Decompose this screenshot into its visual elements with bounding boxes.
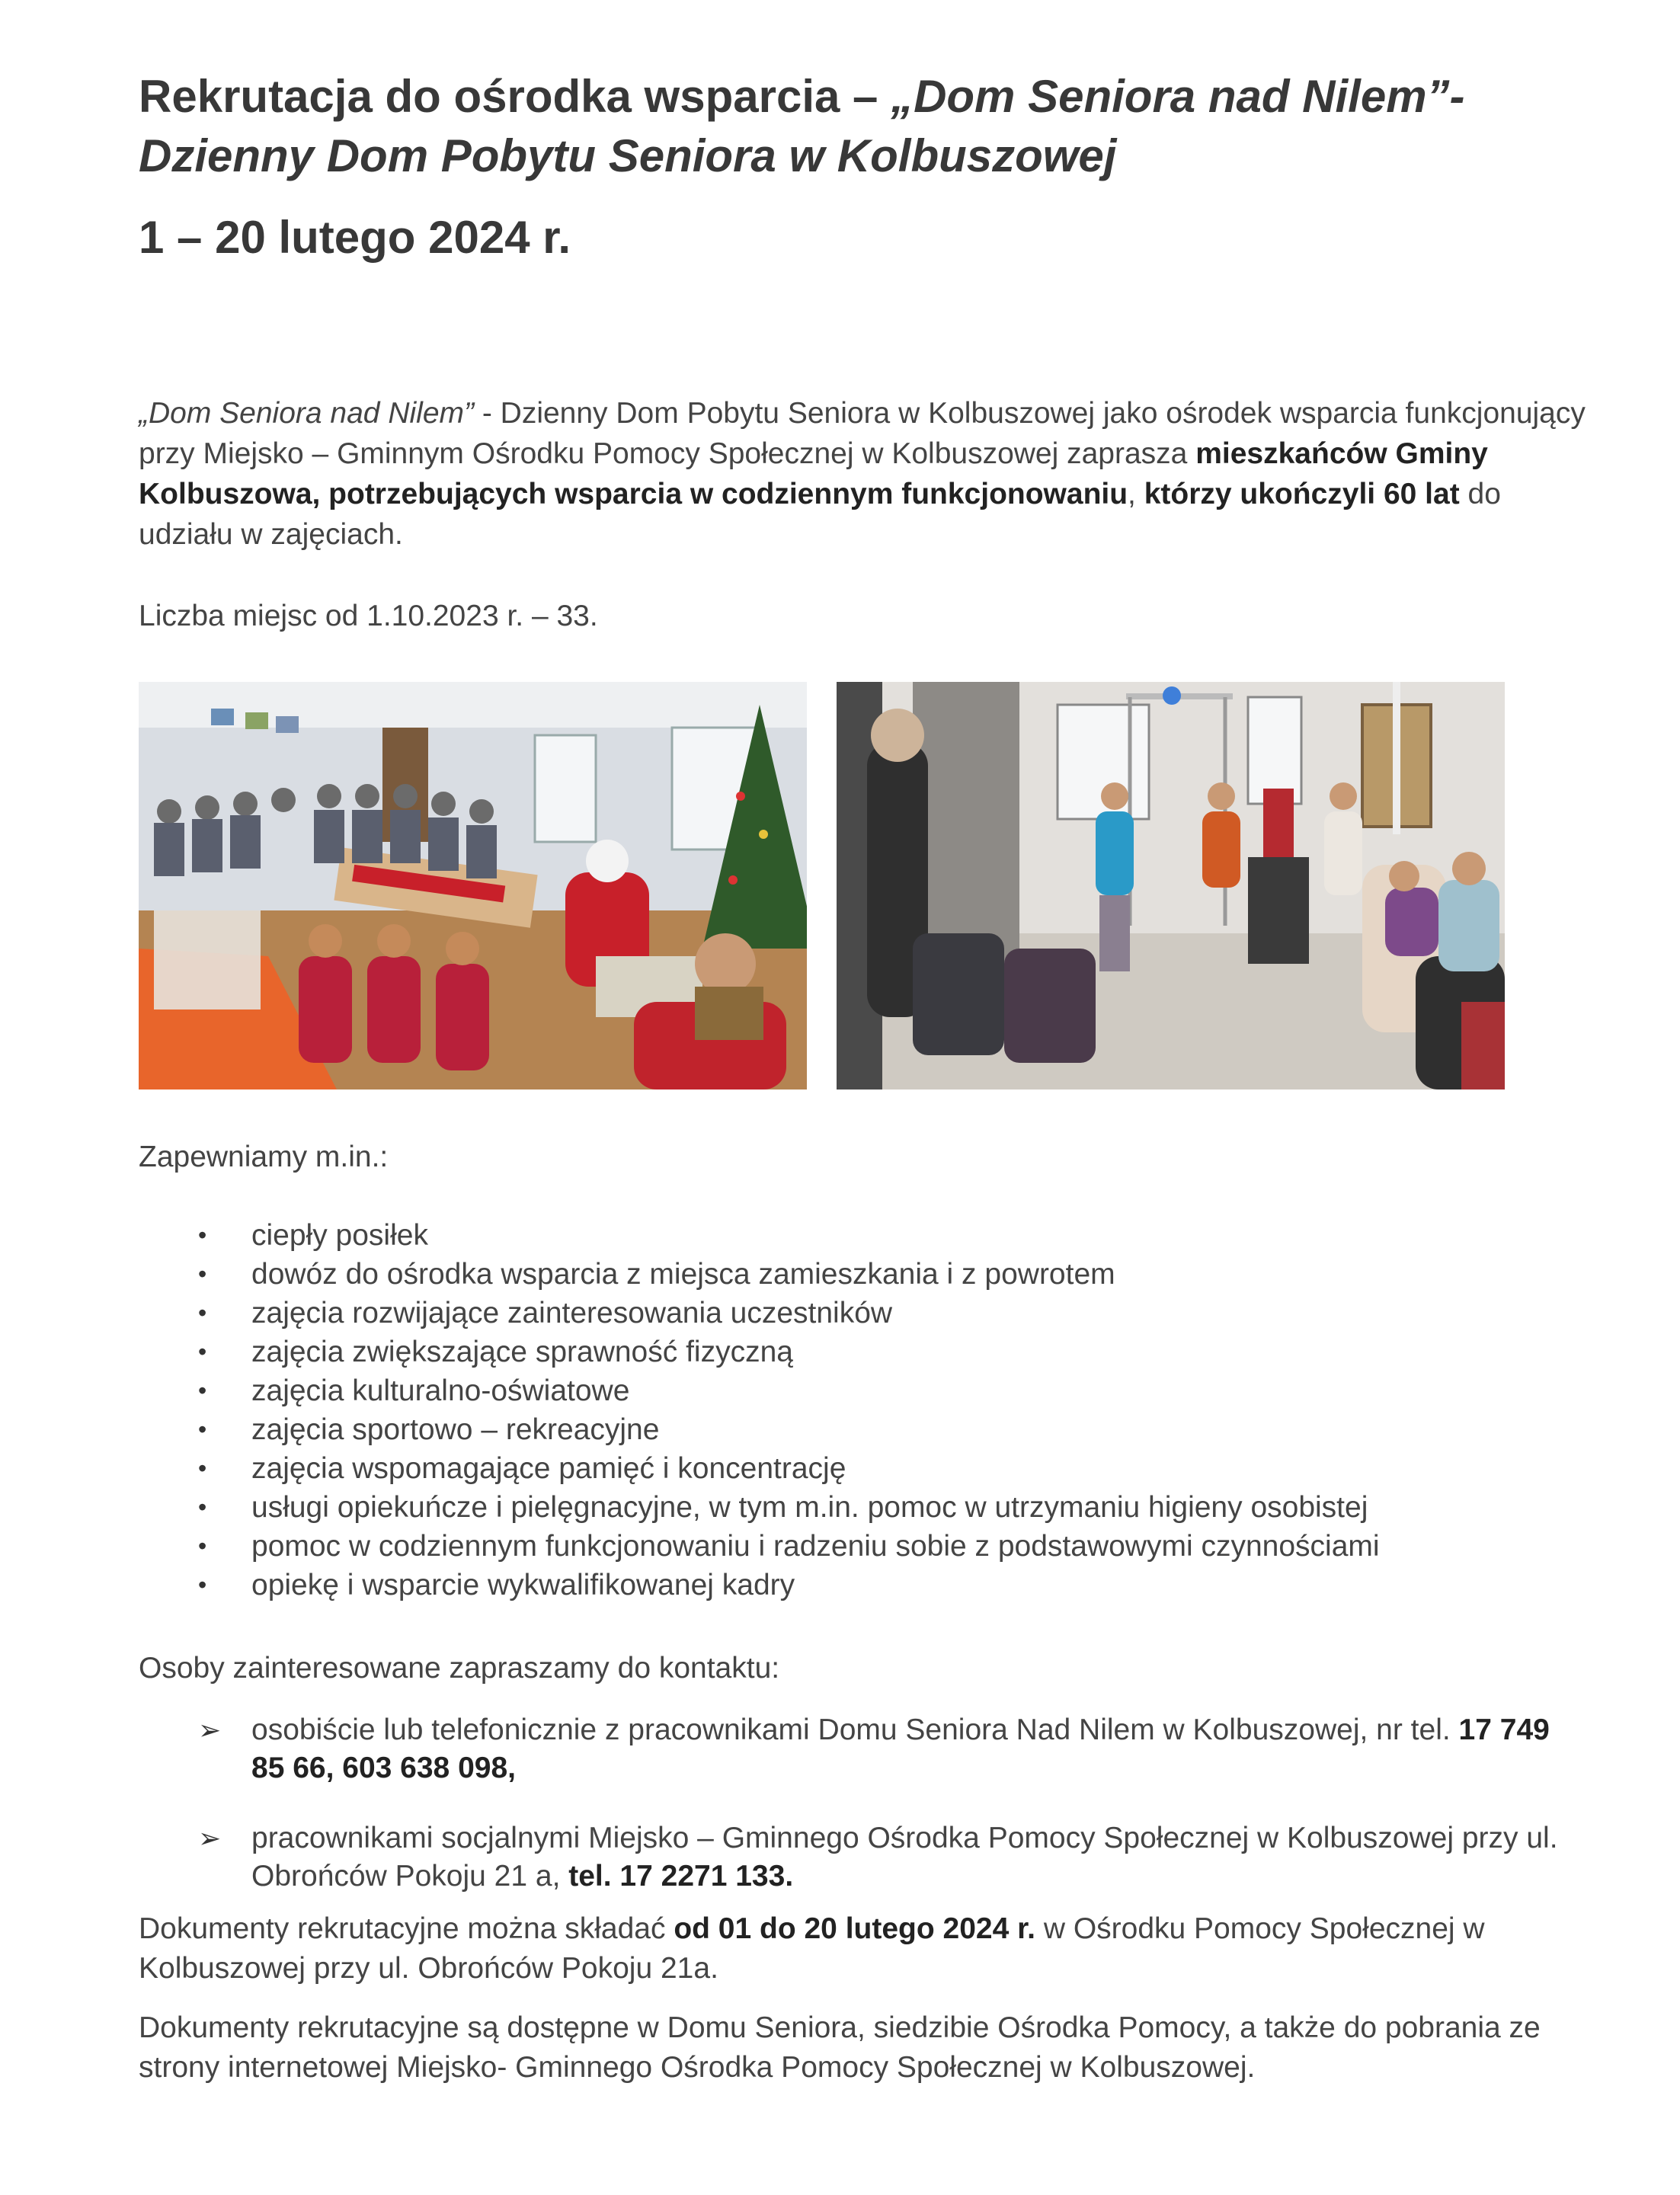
bullet-icon: •: [198, 1299, 207, 1326]
bullet-icon: •: [198, 1221, 207, 1249]
age-requirement: którzy ukończyli 60 lat: [1144, 478, 1460, 510]
services-list: [139, 1216, 1380, 1605]
list-item: • zajęcia rozwijające zainteresowania uczestników: [139, 1294, 1380, 1333]
photo-christmas-gathering: [139, 682, 807, 1090]
list-item: • usługi opiekuńcze i pielęgnacyjne, w tym m.in. pomoc w utrzymaniu higieny osobistej: [139, 1488, 1380, 1527]
date-range-subtitle: 1 – 20 lutego 2024 r.: [139, 212, 571, 263]
contact-item-phone: ➢ osobiście lub telefonicznie z pracownikami Domu Seniora Nad Nilem w Kolbuszowej, nr tel. 17 749 85 66, 603 638 098,: [139, 1711, 1586, 1787]
page-title: Rekrutacja do ośrodka wsparcia – „Dom Seniora nad Nilem”- Dzienny Dom Pobytu Seniora w Kolbuszowej: [139, 71, 1465, 181]
bullet-icon: •: [198, 1377, 207, 1404]
bullet-icon: •: [198, 1260, 207, 1288]
office-phone: tel. 17 2271 133.: [568, 1860, 794, 1893]
bullet-icon: •: [198, 1416, 207, 1443]
list-item: • zajęcia sportowo – rekreacyjne: [139, 1410, 1380, 1449]
bullet-icon: •: [198, 1571, 207, 1598]
documents-availability-paragraph: Dokumenty rekrutacyjne są dostępne w Domu Seniora, siedzibie Ośrodka Pomocy, a także do pobrania ze strony internetowej Miejsko- Gminnego Ośrodka Pomocy Społecznej w Kolbuszowej.: [139, 2011, 1541, 2084]
bullet-icon: •: [198, 1493, 207, 1521]
contact-heading: Osoby zainteresowane zapraszamy do kontaktu:: [139, 1652, 780, 1685]
list-item: • zajęcia zwiększające sprawność fizyczną: [139, 1333, 1380, 1371]
places-count: Liczba miejsc od 1.10.2023 r. – 33.: [139, 600, 598, 632]
list-item: • zajęcia kulturalno-oświatowe: [139, 1371, 1380, 1410]
exercise-room-image: [837, 682, 1505, 1090]
arrow-icon: ➢: [198, 1822, 222, 1854]
target-group: mieszkańców Gminy Kolbuszowa, potrzebujących wsparcia w codziennym funkcjonowaniu: [139, 437, 1488, 510]
list-item: • opiekę i wsparcie wykwalifikowanej kadry: [139, 1566, 1380, 1605]
contact-list: [139, 1711, 1586, 1928]
list-item: • pomoc w codziennym funkcjonowaniu i radzeniu sobie z podstawowymi czynnościami: [139, 1527, 1380, 1566]
list-item: • dowóz do ośrodka wsparcia z miejsca zamieszkania i z powrotem: [139, 1255, 1380, 1294]
list-item: • zajęcia wspomagające pamięć i koncentrację: [139, 1449, 1380, 1488]
title-italic-name: „Dom Seniora nad Nilem”- Dzienny Dom Pobytu Seniora w Kolbuszowej: [139, 71, 1465, 181]
phone-numbers: 17 749 85 66, 603 638 098,: [251, 1713, 1550, 1784]
provide-heading: Zapewniamy m.in.:: [139, 1141, 389, 1173]
christmas-gathering-image: [139, 682, 807, 1090]
bullet-icon: •: [198, 1454, 207, 1482]
bullet-icon: •: [198, 1532, 207, 1560]
documents-submission-paragraph: Dokumenty rekrutacyjne można składać od 01 do 20 lutego 2024 r. w Ośrodku Pomocy Społecznej w Kolbuszowej przy ul. Obrońców Pokoju 21a.: [139, 1912, 1485, 1985]
facility-name: „Dom Seniora nad Nilem”: [139, 397, 474, 430]
submission-dates: od 01 do 20 lutego 2024 r.: [674, 1912, 1035, 1945]
arrow-icon: ➢: [198, 1714, 222, 1745]
contact-item-social-workers: ➢ pracownikami socjalnymi Miejsko – Gminnego Ośrodka Pomocy Społecznej w Kolbuszowej przy ul. Obrońców Pokoju 21 a, tel. 17 2271 133.: [139, 1819, 1586, 1896]
bullet-icon: •: [198, 1338, 207, 1365]
intro-paragraph: „Dom Seniora nad Nilem” - Dzienny Dom Pobytu Seniora w Kolbuszowej jako ośrodek wsparcia funkcjonujący przy Miejsko – Gminnym Ośrodku Pomocy Społecznej w Kolbuszowej zaprasza mieszkańców Gminy Kolbuszowa, potrzebujących wsparcia w codziennym funkcjonowaniu, którzy ukończyli 60 lat do udziału w zajęciach.: [139, 397, 1586, 551]
photo-exercise-room: [837, 682, 1505, 1090]
list-item: • ciepły posiłek: [139, 1216, 1380, 1255]
